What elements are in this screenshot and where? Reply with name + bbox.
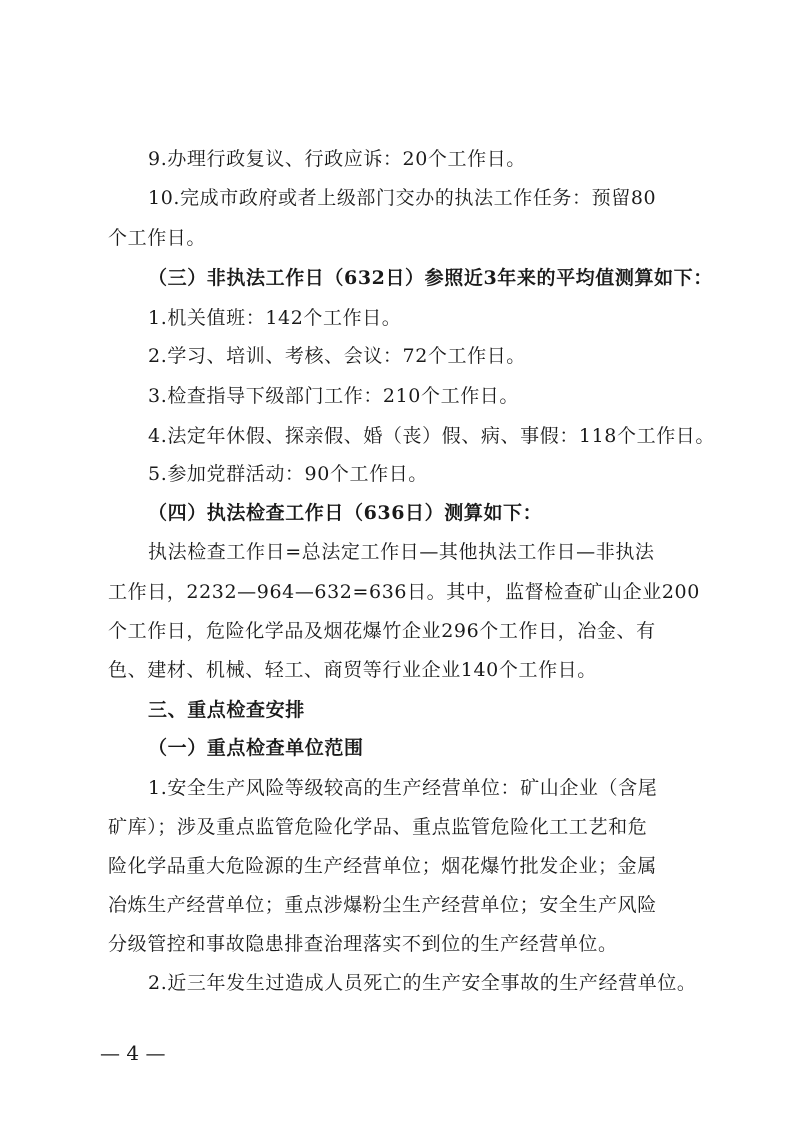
- paragraph-line: 分级管控和事故隐患排查治理落实不到位的生产经营单位。: [108, 933, 618, 955]
- paragraph-line: 2.近三年发生过造成人员死亡的生产安全事故的生产经营单位。: [148, 972, 697, 994]
- paragraph-line: 9.办理行政复议、行政应诉：20个工作日。: [148, 148, 526, 170]
- paragraph-line: 冶炼生产经营单位；重点涉爆粉尘生产经营单位；安全生产风险: [108, 894, 657, 916]
- paragraph-line: 1.安全生产风险等级较高的生产经营单位：矿山企业（含尾: [148, 777, 658, 799]
- list-item: 2.学习、培训、考核、会议：72个工作日。: [148, 345, 526, 367]
- subsection-heading: （一）重点检查单位范围: [148, 737, 364, 759]
- list-item: 1.机关值班：142个工作日。: [148, 307, 402, 329]
- paragraph-line: 个工作日。: [108, 227, 207, 249]
- page-number: — 4 —: [100, 1041, 166, 1065]
- paragraph-line: 个工作日，危险化学品及烟花爆竹企业296个工作日，冶金、有: [108, 620, 656, 642]
- section-heading: 三、重点检查安排: [148, 699, 305, 721]
- paragraph-line: 10.完成市政府或者上级部门交办的执法工作任务：预留80: [148, 187, 657, 209]
- paragraph-line: 工作日，2232—964—632=636日。其中，监督检查矿山企业200: [108, 581, 700, 603]
- paragraph-line: 色、建材、机械、轻工、商贸等行业企业140个工作日。: [108, 659, 597, 681]
- list-item: 3.检查指导下级部门工作：210个工作日。: [148, 385, 519, 407]
- list-item: 5.参加党群活动：90个工作日。: [148, 463, 428, 485]
- paragraph-line: 执法检查工作日=总法定工作日—其他执法工作日—非执法: [148, 541, 655, 563]
- section-heading: （四）执法检查工作日（636日）测算如下：: [148, 502, 543, 524]
- list-item: 4.法定年休假、探亲假、婚（丧）假、病、事假：118个工作日。: [148, 425, 715, 447]
- paragraph-line: 险化学品重大危险源的生产经营单位；烟花爆竹批发企业；金属: [108, 855, 657, 877]
- section-heading: （三）非执法工作日（632日）参照近3年来的平均值测算如下：: [148, 267, 713, 289]
- paragraph-line: 矿库）；涉及重点监管危险化学品、重点监管危险化工工艺和危: [108, 816, 648, 838]
